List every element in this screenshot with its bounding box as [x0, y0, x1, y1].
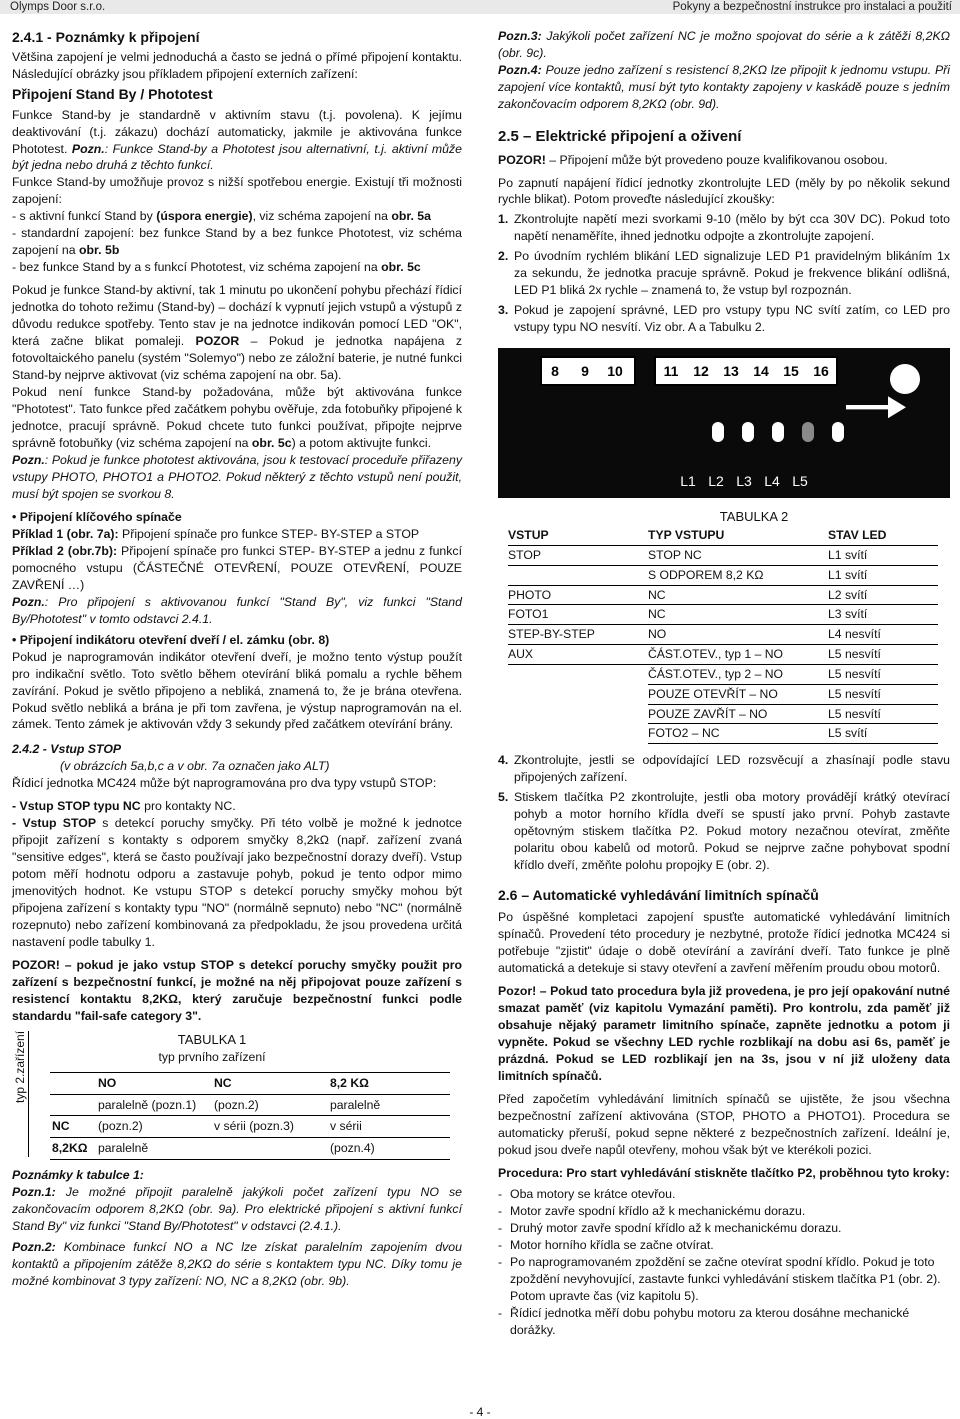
table-1-vertical-label: typ 2.zařízení	[13, 1030, 27, 1103]
stop-nc: - Vstup STOP typu NC pro kontakty NC.	[12, 799, 236, 814]
procedure-list	[498, 1186, 950, 1339]
left-column	[12, 28, 462, 1290]
key-note: Pozn.: Pro připojení s aktivovanou funkcí "Stand By", viz funkci "Stand By/Phototest" v tomto odstavci 2.4.1.	[12, 594, 462, 626]
table-1-left-rule	[28, 1031, 29, 1157]
table-2-cell: FOTO1	[508, 605, 648, 625]
table-2-cell: L1 svítí	[828, 545, 938, 565]
led-label: L5	[792, 473, 808, 490]
table-2-cell	[508, 565, 648, 585]
led-icon	[832, 422, 844, 442]
table-1-cell: v sérii (pozn.3)	[212, 1116, 328, 1138]
table-2-cell: L1 svítí	[828, 565, 938, 585]
list-item: - Řídicí jednotka měří dobu pohybu motoru za kterou dosáhne mechanické dorážky.	[498, 1305, 910, 1337]
list-item: 5. Stiskem tlačítka P2 zkontrolujte, jestli oba motory provádějí krátký otevírací pohyb a motor horního křídla dveří se spustí jako první. Pohyb zastavte opětovným stiskem tlačítka P2. Pokud motory nezačnou otevírat, změňte polaritu obou kabelů od motorů. Pokud se nejprve začne pohybovat spodní křídlo dveří, změňte polohu propojky E (obr. 2).	[498, 790, 950, 873]
table-2-cell: ČÁST.OTEV., typ 2 – NO	[648, 664, 828, 684]
table-2-cell: ČÁST.OTEV., typ 1 – NO	[648, 645, 828, 665]
key-example-1: Příklad 1 (obr. 7a): Připojení spínače pro funkce STEP- BY-STEP a STOP	[12, 526, 420, 541]
table-2-cell: L5 nesvítí	[828, 684, 938, 704]
table-1-head-82k: 8,2 KΩ	[328, 1072, 450, 1094]
table-1	[12, 1031, 462, 1157]
table-2-cell: L5 nesvítí	[828, 664, 938, 684]
section-26-before: Před započetím vyhledávání limitních spínačů se ujistěte, že jsou všechna bezpečnostní zařízení aktivována (STOP, PHOTO a PHOTO1). Procedura se automaticky přeruší, pokud sepne některé z bezpečnostních zařízení. Ideální je, pokud jsou dveře napůl otevřeny, mohou však být ve kterékoli pozici.	[498, 1092, 950, 1157]
lock-title: • Připojení indikátoru otevření dveří / el. zámku (obr. 8)	[12, 632, 330, 647]
table-2-cell: L5 svítí	[828, 724, 938, 744]
standby-option-b: - standardní zapojení: bez funkce Stand by a bez funkce Phototest, viz schéma zapojení na obr. 5b	[12, 226, 462, 258]
section-26-intro: Po úspěšné kompletaci zapojení spusťte automatické vyhledávání limitních spínačů. Provedení této procedury je nezbytné, protože řídicí jednotka MC424 si potřebuje "zjistit" údaje o době otevírání a zavírání dveří. Tato funkce je plně automatická a detekuje si stavy otevření a zavření měřením proudu obou motorů.	[498, 910, 950, 976]
table-2-cell	[508, 704, 648, 724]
table-2-head: TYP VSTUPU	[648, 526, 828, 545]
table-1-note-4: Pozn.4: Pouze jedno zařízení s resistencí 8,2KΩ lze připojit k jednomu vstupu. Při zapojení více kontaktů, musí být tyto kontakty zapojeny v kaskádě pouze s jedním zakončovacím odporem 8,2KΩ (obr. 9d).	[498, 62, 950, 111]
table-1-subtitle: typ prvního zařízení	[158, 1049, 266, 1064]
table-1-note-1: Pozn.1: Je možné připojit paralelně jakýkoli počet zařízení typu NO se zakončovacím odporem 8,2KΩ (obr. 9a). Pro elektrické připojení s aktivní funkcí Stand By" viz funkci "Stand By/Phototest" v odstavci (2.4.1.).	[12, 1184, 462, 1233]
table-2-cell: L5 nesvítí	[828, 704, 938, 724]
list-item: 3. Pokud je zapojení správné, LED pro vstupy typu NC svítí zatím, co LED pro vstupy typu NO nesvítí. Viz obr. A a Tabulku 2.	[498, 303, 950, 335]
table-1-cell: paralelně	[328, 1094, 450, 1116]
table-2-cell: POUZE ZAVŘÍT – NO	[648, 704, 828, 724]
table-1-head-no: NO	[96, 1072, 212, 1094]
procedure-title: Procedura: Pro start vyhledávání stiskněte tlačítko P2, proběhnou tyto kroky:	[498, 1165, 950, 1180]
company-name: Olymps Door s.r.o.	[10, 1, 106, 13]
key-switch-title: • Připojení klíčového spínače	[12, 509, 182, 524]
table-1-cell: NC	[50, 1116, 96, 1138]
table-1-notes-title: Poznámky k tabulce 1:	[12, 1167, 144, 1182]
table-1-head-nc: NC	[212, 1072, 328, 1094]
p2-button-icon	[890, 364, 920, 394]
terminal-label: 13	[723, 363, 739, 380]
led-icon	[802, 422, 814, 442]
document-title: Pokyny a bezpečnostní instrukce pro instalaci a použití	[672, 1, 952, 13]
standby-p1: Funkce Stand-by je standardně v aktivním stavu (t.j. povolena). K jejímu deaktivování (t.j. zákazu) dochází automaticky, jakmile je aktivována funkce Phototest. Pozn.: Funkce Stand-by a Phototest jsou alternativní, t.j. aktivní může být jedna nebo druhá z těchto funkcí.	[12, 107, 462, 173]
table-2-cell: STOP NC	[648, 545, 828, 565]
table-2-cell	[508, 724, 648, 744]
terminal-label: 16	[813, 363, 829, 380]
pozor-qualified: POZOR! – Připojení může být provedeno pouze kvalifikovanou osobou.	[498, 152, 888, 167]
table-2-cell: L4 nesvítí	[828, 625, 938, 645]
led-icon	[712, 422, 724, 442]
stop-paragraph: Řídicí jednotka MC424 může být naprogramována pro dva typy vstupů STOP:	[12, 776, 437, 791]
list-item: - Motor zavře spodní křídlo až k mechanickému dorazu.	[498, 1203, 806, 1218]
list-item: - Po naprogramovaném zpoždění se začne otevírat spodní křídlo. Pokud je toto zpoždění nevyhovující, zastavte funkci vyhledávání stiskem tlačítka P1 (obr. 2). Potom upravte čas (viz kapitolu 5).	[498, 1254, 941, 1303]
stop-warning: POZOR! – pokud je jako vstup STOP s detekcí poruchy smyčky použit pro zařízení s bezpečnostní funkcí, je možné na něj připojovat pouze zařízení s resistencí kontaktu 8,2KΩ, který zaručuje bezpečnostní funkci podle standardu "fail-safe category 3".	[12, 958, 462, 1023]
table-2-cell: L3 svítí	[828, 605, 938, 625]
lock-paragraph: Pokud je naprogramován indikátor otevření dveří, je možno tento výstup použít pro indikační světlo. Toto světlo během otevírání bliká pomalu a rychle během zavírání. Pokud je světlo připojeno a nebliká, znamená to, že je brána otevřena. Pokud světlo nebliká a brána je při tom zavřena, je výstup naprogramován na el. zámek. Tento zámek je aktivován vždy 3 sekundy před začátkem otevírání brány.	[12, 649, 462, 732]
terminal-label: 15	[783, 363, 799, 380]
terminal-label: 10	[607, 363, 623, 380]
standby-option-c: - bez funkce Stand by a s funkcí Phototest, viz schéma zapojení na obr. 5c	[12, 260, 421, 275]
table-1-cell: (pozn.2)	[96, 1116, 212, 1138]
table-2-head: VSTUP	[508, 526, 648, 545]
led-label: L1	[680, 473, 696, 490]
table-2-cell: L2 svítí	[828, 585, 938, 605]
led-label: L4	[764, 473, 780, 490]
standby-option-a: - s aktivní funkcí Stand by (úspora energie), viz schéma zapojení na obr. 5a	[12, 209, 431, 224]
list-item: - Motor horního křídla se začne otvírat.	[498, 1237, 714, 1252]
list-item: 2. Po úvodním rychlém blikání LED signalizuje LED P1 pravidelným blikáním 1x za sekundu, že jednotka pracuje správně. Pokud je frekvence blikání odlišná, LED P1 bliká 2x rychle – znamená to, že vstup byl rozpoznán.	[498, 249, 950, 298]
table-1-cell: (pozn.2)	[212, 1094, 328, 1116]
table-2-title: TABULKA 2	[719, 509, 789, 525]
table-1-cell	[50, 1094, 96, 1116]
control-panel-figure	[498, 348, 950, 498]
table-2-cell	[508, 684, 648, 704]
terminal-label: 12	[693, 363, 709, 380]
standby-p2: Funkce Stand-by umožňuje provoz s nižší spotřebou energie. Existují tři možnosti zapojení:	[12, 175, 462, 207]
table-1-cell: 8,2KΩ	[50, 1138, 96, 1160]
phototest-p4: Pokud není funkce Stand-by požadována, může být aktivována funkce "Phototest". Tato funkce před začátkem pohybu ověřuje, zda fotobuňky připojené k jednotce, pracují správně. Pokud chcete tuto funkci používat, připojte nejprve správně fotobuňky (viz schéma zapojení na obr. 5c) a potom aktivujte funkci.	[12, 385, 462, 450]
table-2-head: STAV LED	[828, 526, 938, 545]
led-icon	[772, 422, 784, 442]
table-1-cell	[212, 1138, 328, 1160]
table-2-cell: POUZE OTEVŘÍT – NO	[648, 684, 828, 704]
table-2-cell: STOP	[508, 545, 648, 565]
key-example-2: Příklad 2 (obr.7b): Připojení spínače pro funkci STEP- BY-STEP a jednu z funkcí pomocného vstupu (ČÁSTEČNÉ OTEVŘENÍ, POUZE OTEVŘENÍ, POUZE ZAVŘENÍ …)	[12, 543, 462, 592]
table-1-cell: paralelně (pozn.1)	[96, 1094, 212, 1116]
section-26-warning: Pozor! – Pokud tato procedura byla již provedena, je pro její opakování nutné smazat paměť (viz kapitolu Vymazání paměti). Pro kontrolu, zda paměť již obsahuje nějaký parametr limitního spínače, zapněte jednotku a potom ji vypněte. Pokud se všechny LED rychle rozblikají na dobu asi 6s, paměť je prázdná. Pokud se LED rozblikají jen na 3s, jsou v ní již uloženy data limitních spínačů.	[498, 984, 950, 1084]
stop-subtitle: (v obrázcích 5a,b,c a v obr. 7a označen jako ALT)	[60, 759, 330, 774]
list-item: 4. Zkontrolujte, jestli se odpovídající LED rozsvěcují a zhasínají podle stavu připojených zařízení.	[498, 753, 950, 785]
section-title-26: 2.6 – Automatické vyhledávání limitních spínačů	[498, 887, 819, 904]
terminal-label: 9	[581, 363, 589, 380]
table-1-note-3: Pozn.3: Jakýkoli počet zařízení NC je možno spojovat do série a k zátěži 8,2KΩ (obr. 9c).	[498, 29, 950, 60]
page-number: - 4 -	[469, 1405, 491, 1419]
table-2-cell	[508, 664, 648, 684]
terminal-label: 14	[753, 363, 769, 380]
stop-title: 2.4.2 - Vstup STOP	[12, 742, 122, 757]
standby-title: Připojení Stand By / Phototest	[12, 86, 213, 103]
section-title-25: 2.5 – Elektrické připojení a oživení	[498, 127, 742, 145]
terminal-label: 11	[663, 363, 679, 380]
list-item: 1. Zkontrolujte napětí mezi svorkami 9-10 (mělo by být cca 30V DC). Pokud toto napětí nenaměříte, ihned jednotku odpojte a zkontrolujte zapojení.	[498, 212, 950, 244]
table-2-cell: NC	[648, 585, 828, 605]
table-1-cell: paralelně	[96, 1138, 212, 1160]
table-2-cell: PHOTO	[508, 585, 648, 605]
table-2-cell: FOTO2 – NC	[648, 724, 828, 744]
stop-detection: - Vstup STOP s detekcí poruchy smyčky. Při této volbě je možné k jednotce připojit zařízení s kontakty s odporem smyčky 8,2kΩ (např. zařízení zvaná "sensitive edges", která se často používají jako bezpečnostní dorazy dveří). Vstup potom měří hodnotu odporu a zastavuje pohyb, pokud je tento odpor mimo jmenovitých hodnot. Ke vstupu STOP s detekcí poruchy smyčky mohou být připojena zařízení s kontakty typu "NO" (normálně sepnuto) nebo "NC" (normálně rozepnuto) nebo zařízení kombinovaná za předpokladu, že jsou provedena určitá nastavení podle tabulky 1.	[12, 816, 462, 950]
table-2-cell: S ODPOREM 8,2 KΩ	[648, 565, 828, 585]
power-paragraph: Po zapnutí napájení řídicí jednotky zkontrolujte LED (měly by po několik sekund rychle blikat). Potom proveďte následující zkoušky:	[498, 175, 950, 207]
table-1-cell: v sérii	[328, 1116, 450, 1138]
page-header	[0, 0, 960, 14]
standby-p3: Pokud je funkce Stand-by aktivní, tak 1 minutu po ukončení pohybu přechází řídicí jednotka do tohoto režimu (Stand-by) – dochází k vypnutí jejich vstupů a výstupů z důvodu redukce spotřeby. Tento stav je na jednotce indikován pomocí LED "OK", která začne blikat pomaleji. POZOR – Pokud je jednotka napájena z fotovoltaického panelu (systém "Solemyo") nebo ze záložní baterie, je nutné funkci Stand-by nejprve aktivovat (viz schéma zapojení na obr. 5a).	[12, 283, 462, 383]
list-item: - Druhý motor zavře spodní křídlo až k mechanickému dorazu.	[498, 1220, 842, 1235]
led-icon	[742, 422, 754, 442]
table-1-grid	[50, 1031, 450, 1160]
table-2-cell: STEP-BY-STEP	[508, 625, 648, 645]
led-label: L2	[708, 473, 724, 490]
table-2	[508, 526, 938, 744]
section-title-241: 2.4.1 - Poznámky k připojení	[12, 29, 200, 45]
table-2-cell: NO	[648, 625, 828, 645]
right-column	[498, 28, 950, 1339]
table-1-cell: (pozn.4)	[328, 1138, 450, 1160]
table-2-cell: AUX	[508, 645, 648, 665]
table-2-cell: NC	[648, 605, 828, 625]
table-2-cell: L5 nesvítí	[828, 645, 938, 665]
terminal-label: 8	[551, 363, 559, 380]
led-label: L3	[736, 473, 752, 490]
table-1-title: TABULKA 1	[177, 1031, 247, 1047]
arrow-icon	[846, 396, 906, 418]
phototest-note: Pozn.: Pokud je funkce phototest aktivována, jsou k testovací proceduře přiřazeny vstupy PHOTO, PHOTO1 a PHOTO2. Pokud některý z těchto vstupů není použit, musí být spojen se svorkou 8.	[12, 452, 462, 501]
table-1-note-2: Pozn.2: Kombinace funkcí NO a NC lze získat paralelním zapojením dvou kontaktů a připojením zátěže 8,2KΩ do série s kontaktem typu NC. Díky tomu je možné kombinovat 3 typy zařízení: NO, NC a 8,2KΩ (obr. 9b).	[12, 1239, 462, 1288]
intro-paragraph: Většina zapojení je velmi jednoduchá a často se jedná o přímé připojení kontaktu. Následující obrázky jsou příkladem připojení externích zařízení:	[12, 50, 462, 82]
list-item: - Oba motory se krátce otevřou.	[498, 1186, 676, 1201]
